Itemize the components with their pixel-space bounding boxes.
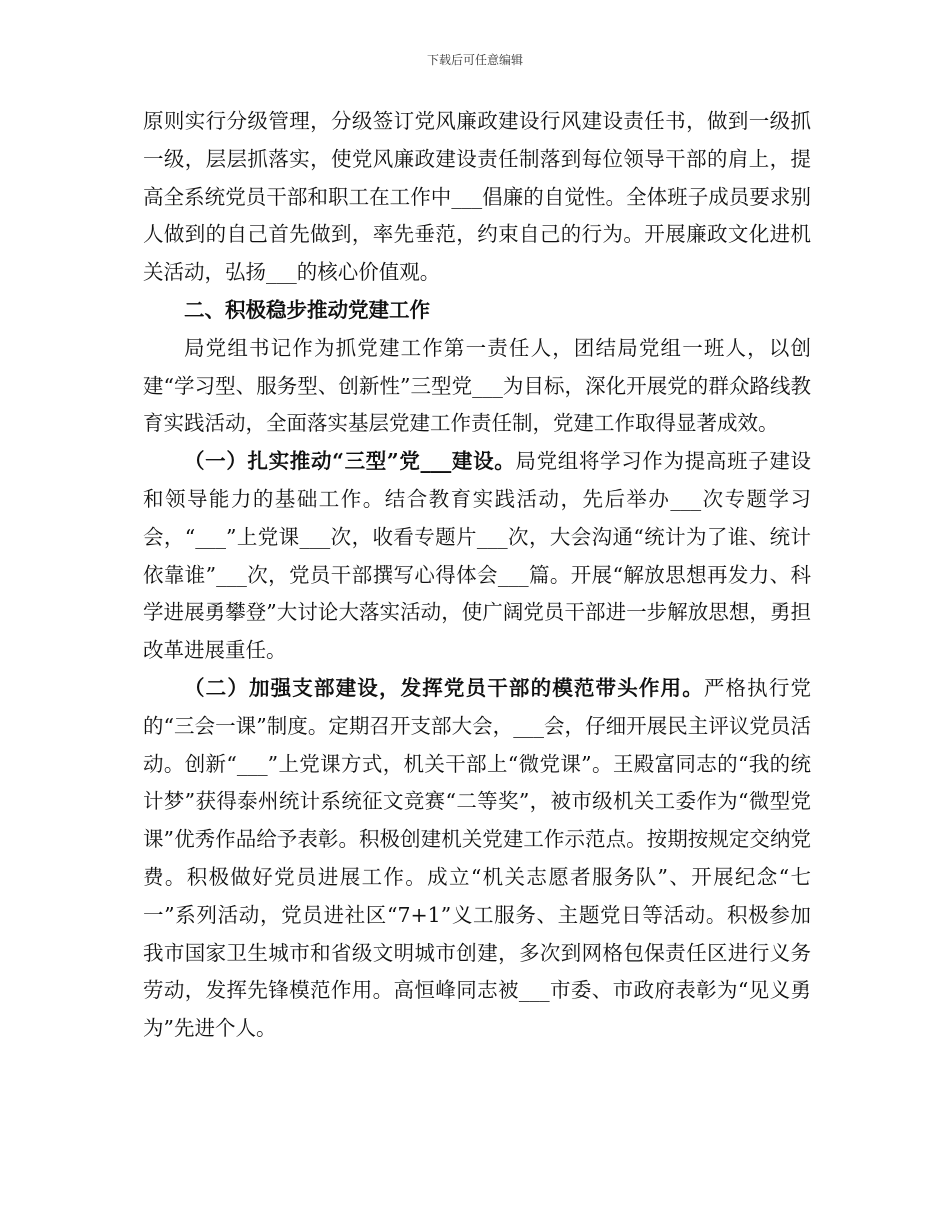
subsection-body-two: 严格执行党的“三会一课”制度。定期召开支部大会，___会，仔细开展民主评议党员活动。创新“___”上党课方式，机关干部上“微党课”。王殿富同志的“我的统计梦”获得泰州统计系统征文竞赛“二等奖”，被市级机关工委作为“微型党课”优秀作品给予表彰。积极创建机关党建工作示范点。按期按规定交纳党费。积极做好党员进展工作。成立“机关志愿者服务队”、开展纪念“七一”系列活动，党员进社区“7+1”义工服务、主题党日等活动。积极参加我市国家卫生城市和省级文明城市创建，多次到网格包保责任区进行义务劳动，发挥先锋模范作用。高恒峰同志被___市委、市政府表彰为“见义勇为”先进个人。 <box>143 675 812 1041</box>
section-heading: 二、积极稳步推动党建工作 <box>184 297 430 322</box>
subsection-heading-two: （二）加强支部建设，发挥党员干部的模范带头作用。 <box>184 675 704 700</box>
paragraph-party-building-intro: 局党组书记作为抓党建工作第一责任人，团结局党组一班人，以创建“学习型、服务型、创新性”三型党___为目标，深化开展党的群众路线教育实践活动，全面落实基层党建工作责任制，党建工作取得显著成效。 <box>143 335 811 436</box>
paragraph-subsection-one <box>143 443 811 670</box>
subsection-body-one: 局党组将学习作为提高班子建设和领导能力的基础工作。结合教育实践活动，先后举办___次专题学习会，“___”上党课___次，收看专题片___次，大会沟通“统计为了谁、统计依靠谁”___次，党员干部撰写心得体会___篇。开展“解放思想再发力、科学进展勇攀登”大讨论大落实活动，使广阔党员干部进一步解放思想，勇担改革进展重任。 <box>143 449 811 663</box>
paragraph-subsection-two <box>143 670 811 1048</box>
subsection-heading-one: （一）扎实推动“三型”党___建设。 <box>184 449 516 474</box>
paragraph-continuation: 原则实行分级管理，分级签订党风廉政建设行风建设责任书，做到一级抓一级，层层抓落实，使党风廉政建设责任制落到每位领导干部的肩上，提高全系统党员干部和职工在工作中___倡廉的自觉性。全体班子成员要求别人做到的自己首先做到，率先垂范，约束自己的行为。开展廉政文化进机关活动，弘扬___的核心价值观。 <box>143 109 811 285</box>
page-header: 下载后可任意编辑 <box>426 53 523 67</box>
document-body <box>143 103 811 1048</box>
